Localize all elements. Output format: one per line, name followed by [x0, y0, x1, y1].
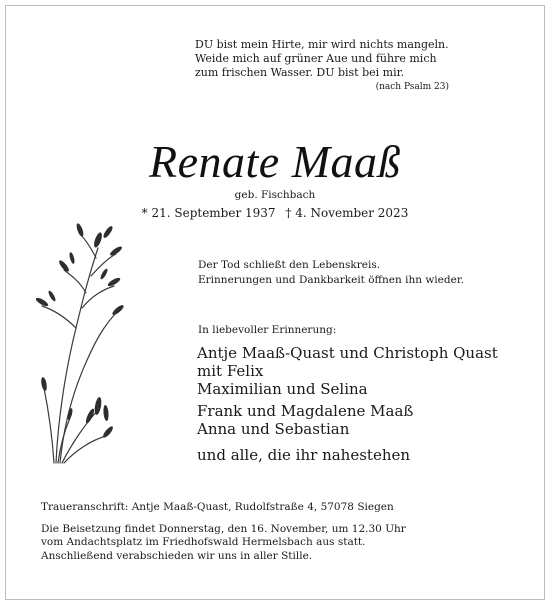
- mourner-group: [197, 402, 537, 438]
- psalm-source: (nach Psalm 23): [375, 82, 449, 92]
- mourning-address: Traueranschrift: Antje Maaß-Quast, Rudolfstraße 4, 57078 Siegen: [41, 501, 394, 513]
- mourner-group: [197, 344, 537, 398]
- funeral-details: [41, 501, 531, 563]
- mourner-closing: und alle, die ihr nahestehen: [197, 446, 411, 464]
- memorial-quote: [198, 258, 518, 287]
- mourner-line: Maximilian und Selina: [197, 380, 368, 398]
- mourners-list: [197, 344, 537, 464]
- quote-line: Erinnerungen und Dankbarkeit öffnen ihn wieder.: [198, 273, 465, 286]
- funeral-info-line: Anschließend verabschieden wir uns in aller Stille.: [41, 549, 313, 562]
- deceased-name: Renate Maaß: [148, 136, 402, 187]
- psalm-line: Weide mich auf grüner Aue und führe mich: [195, 52, 437, 65]
- psalm-line: DU bist mein Hirte, mir wird nichts mangeln.: [195, 38, 449, 51]
- mourner-line: Antje Maaß-Quast und Christoph Quast: [197, 344, 498, 362]
- funeral-info-line: Die Beisetzung findet Donnerstag, den 16. November, um 12.30 Uhr: [41, 522, 406, 535]
- birth-name: geb. Fischbach: [234, 189, 316, 201]
- death-date: † 4. November 2023: [285, 206, 409, 220]
- quote-line: Der Tod schließt den Lebenskreis.: [198, 259, 381, 271]
- funeral-info-line: vom Andachtsplatz im Friedhofswald Hermelsbach aus statt.: [41, 536, 366, 548]
- birth-date: * 21. September 1937: [141, 206, 276, 220]
- mourner-line: Anna und Sebastian: [197, 420, 350, 438]
- remembrance-intro: In liebevoller Erinnerung:: [198, 324, 337, 336]
- mourner-line: Frank und Magdalene Maaß: [197, 402, 414, 420]
- mourner-line: mit Felix: [197, 362, 264, 380]
- grass-stalks-icon: [36, 218, 136, 468]
- psalm-line: zum frischen Wasser. DU bist bei mir.: [195, 66, 405, 79]
- psalm-verse: [195, 38, 455, 93]
